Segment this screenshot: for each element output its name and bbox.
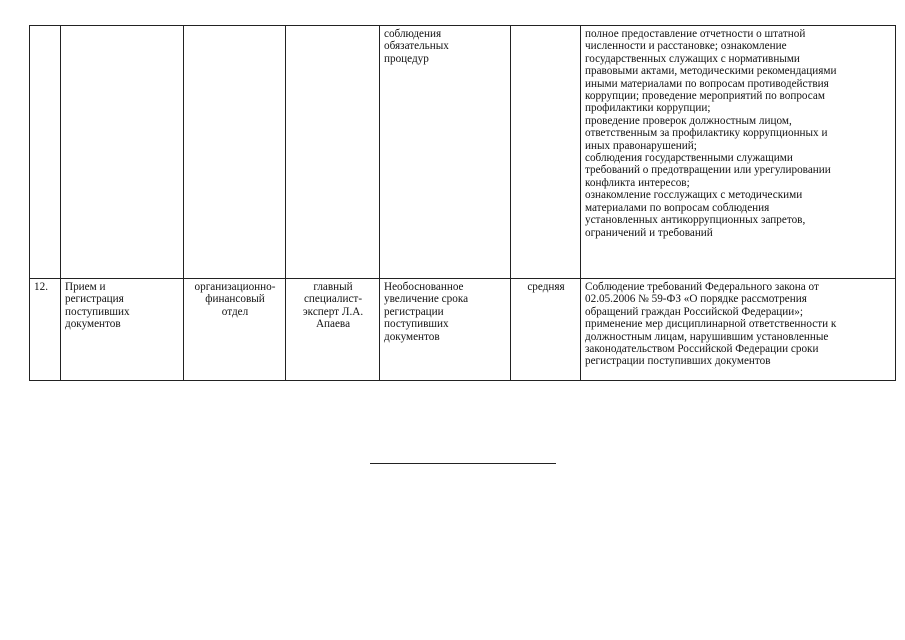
- risk-cell: [380, 279, 511, 381]
- measures-text: Соблюдение требований Федерального закона от 02.05.2006 № 59-ФЗ «О порядке рассмотрения обращений граждан Российской Федерации»; применение мер дисциплинарной ответственности к должностным лицам, нарушившим установленные законодательством Российской Федерации сроки регистрации поступивших документов: [585, 281, 837, 368]
- risk-text: Необоснованное увеличение срока регистрации поступивших документов: [384, 281, 469, 343]
- row-number-cell: [30, 279, 61, 381]
- position-cell: [286, 279, 380, 381]
- level-text: средняя: [527, 281, 565, 293]
- measures-cell: [581, 279, 896, 381]
- measures-cell: [581, 26, 896, 279]
- position-text: главный специалист- эксперт Л.А. Апаева: [302, 281, 364, 331]
- level-cell: [511, 279, 581, 381]
- end-of-document-rule: [370, 463, 556, 464]
- table-row: [30, 279, 896, 381]
- position-cell: [286, 26, 380, 279]
- unit-cell: [184, 26, 286, 279]
- process-cell: [61, 26, 184, 279]
- process-cell: [61, 279, 184, 381]
- unit-cell: [184, 279, 286, 381]
- risk-text: соблюдения обязательных процедур: [384, 28, 449, 65]
- process-text: Прием и регистрация поступивших документов: [65, 281, 130, 331]
- risk-cell: [380, 26, 511, 279]
- level-cell: [511, 26, 581, 279]
- row-number-cell: [30, 26, 61, 279]
- table-row: [30, 26, 896, 279]
- measures-text: полное предоставление отчетности о штатной численности и расстановке; ознакомление государственных служащих с нормативными правовыми актами, методическими рекомендациями иными материалами по вопросам противодействия коррупции; проведение мероприятий по вопросам профилактики коррупции; проведение проверок должностным лицом, ответственным за профилактику коррупционных и иных правонарушений; соблюдения государственными служащими требований о предотвращении или урегулировании конфликта интересов; ознакомление госслужащих с методическими материалами по вопросам соблюдения установленных антикоррупционных запретов, ограничений и требований: [585, 28, 837, 239]
- risk-table: [29, 25, 896, 381]
- unit-text: организационно- финансовый отдел: [194, 281, 276, 318]
- row-number: 12.: [34, 281, 48, 293]
